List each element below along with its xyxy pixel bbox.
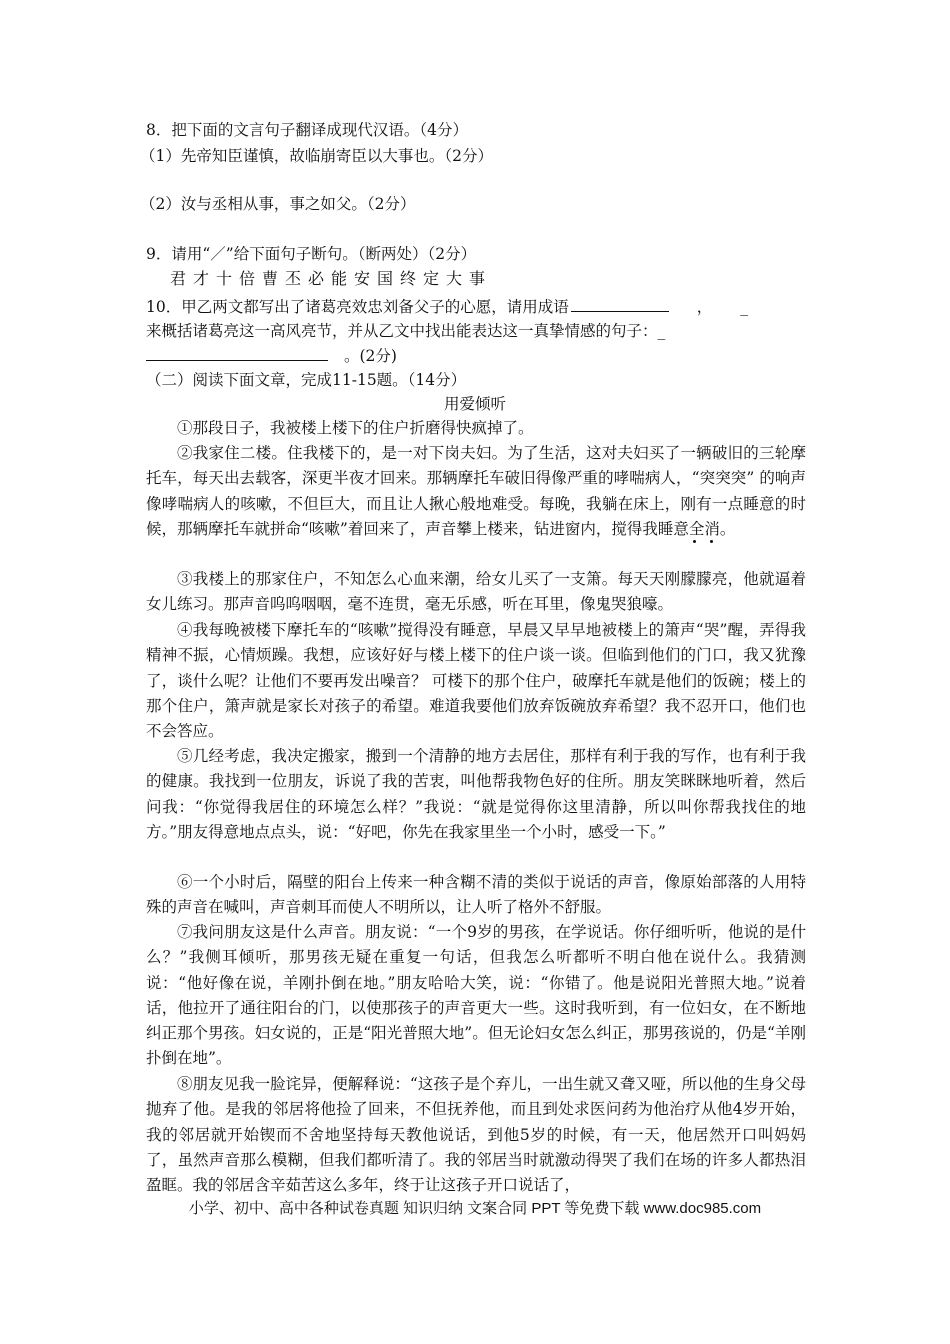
paragraph-5: ⑤几经考虑，我决定搬家，搬到一个清静的地方去居住，那样有利于我的写作，也有利于我的健康。我找到一位朋友，诉说了我的苦衷，叫他帮我物色好的住所。朋友笑眯眯地听着，然后问我：“你觉得我居住的环境怎么样？”我说：“就是觉得你这里清静，所以叫你帮我找住的地方。”朋友得意地点点头，说：“好吧，你先在我家里坐一个小时，感受一下。” <box>146 747 806 841</box>
question-10-line-2: 来概括诸葛亮这一高风亮节，并从乙文中找出能表达这一真挚情感的句子：_ <box>146 322 666 340</box>
question-9-sentence: 君才十倍曹丕必能安国终定大事 <box>170 269 493 288</box>
paragraph-2: ②我家住二楼。住我楼下的，是一对下岗夫妇。为了生活，这对夫妇买了一辆破旧的三轮摩托车，每天出去载客，深更半夜才回来。那辆摩托车破旧得像严重的哮喘病人，“突突突” 的响声像哮喘病人的咳嗽，不但巨大，而且让人揪心般地难受。每晚，我躺在床上，刚有一点睡意的时候，那辆摩托车就拼命“咳嗽”着回来了，声音攀上楼来，钻进窗内，搅得我睡意全消。 <box>146 444 806 538</box>
question-10-end: 。(2分) <box>344 347 397 365</box>
question-10-line-3 <box>146 345 397 366</box>
question-10-separator: ， <box>696 298 713 316</box>
paragraph-7: ⑦我问朋友这是什么声音。朋友说：“一个9岁的男孩，在学说话。你仔细听听，他说的是什么？”我侧耳倾听，那男孩无疑在重复一句话，但我怎么听都听不明白他在说什么。我猜测说：“他好像在说，羊刚扑倒在地。”朋友哈哈大笑，说：“你错了。他是说阳光普照大地。”说着话，他拉开了通往阳台的门，以使那孩子的声音更大一些。这时我听到，有一位妇女，在不断地纠正那个男孩。妇女说的，正是“阳光普照大地”。但无论妇女怎么纠正，那男孩说的，仍是“羊刚扑倒在地”。 <box>146 923 806 1068</box>
question-8-item-2: （2）汝与丞相从事，事之如父。（2分） <box>140 195 416 213</box>
page-footer: 小学、初中、高中各种试卷真题 知识归纳 文案合同 PPT 等免费下载 www.doc985.com <box>188 1200 762 1217</box>
question-10-text: 10．甲乙两文都写出了诸葛亮效忠刘备父子的心愿，请用成语 <box>146 298 569 316</box>
question-10-line-1 <box>146 296 748 317</box>
paragraph-6: ⑥一个小时后，隔壁的阳台上传来一种含糊不清的类似于说话的声音，像原始部落的人用特殊的声音在喊叫，声音刺耳而使人不明所以，让人听了格外不舒服。 <box>146 873 806 917</box>
emphasis-dot <box>693 540 696 543</box>
paragraph-1: ①那段日子，我被楼上楼下的住户折磨得快疯掉了。 <box>177 419 534 437</box>
paragraph-4: ④我每晚被楼下摩托车的“咳嗽”搅得没有睡意，早晨又早早地被楼上的箫声“哭”醒，弄得我精神不振，心情烦躁。我想，应该好好与楼上楼下的住户谈一谈。但临到他们的门口，我又犹豫了，谈什么呢？让他们不要再发出噪音？ 可楼下的那个住户，破摩托车就是他们的饭碗；楼上的那个住户，箫声就是家长对孩子的希望。难道我要他们放弃饭碗放弃希望？我不忍开口，他们也不会答应。 <box>146 621 806 741</box>
answer-blank-idiom-1[interactable] <box>571 296 669 312</box>
question-10-tail: _ <box>740 298 748 316</box>
paragraph-8: ⑧朋友见我一脸诧异，便解释说：“这孩子是个弃儿，一出生就又聋又哑，所以他的生身父母抛弃了他。是我的邻居将他捡了回来，不但抚养他，而且到处求医问药为他治疗从他4岁开始，我的邻居就开始锲而不舍地坚持每天教他说话，到他5岁的时候，有一天，他居然开口叫妈妈了，虽然声音那么模糊，但我们都听清了。我的邻居当时就激动得哭了我们在场的许多人都热泪盈眶。我的邻居含辛茹苦这么多年，终于让这孩子开口说话了， <box>146 1075 806 1195</box>
article-title: 用爱倾听 <box>443 395 506 413</box>
question-8-stem: 8．把下面的文言句子翻译成现代汉语。（4分） <box>146 121 468 139</box>
paragraph-3: ③我楼上的那家住户，不知怎么心血来潮，给女儿买了一支箫。每天天刚朦朦亮，他就逼着女儿练习。那声音呜呜咽咽，毫不连贯，毫无乐感，听在耳里，像鬼哭狼嚎。 <box>146 570 806 614</box>
question-9-stem: 9．请用“／”给下面句子断句。（断两处）（2分） <box>146 245 477 263</box>
answer-blank-sentence[interactable] <box>146 345 328 361</box>
section-2-heading: （二）阅读下面文章，完成11-15题。（14分） <box>146 371 467 389</box>
question-8-item-1: （1）先帝知臣谨慎，故临崩寄臣以大事也。（2分） <box>140 147 493 165</box>
emphasis-dot <box>710 540 713 543</box>
